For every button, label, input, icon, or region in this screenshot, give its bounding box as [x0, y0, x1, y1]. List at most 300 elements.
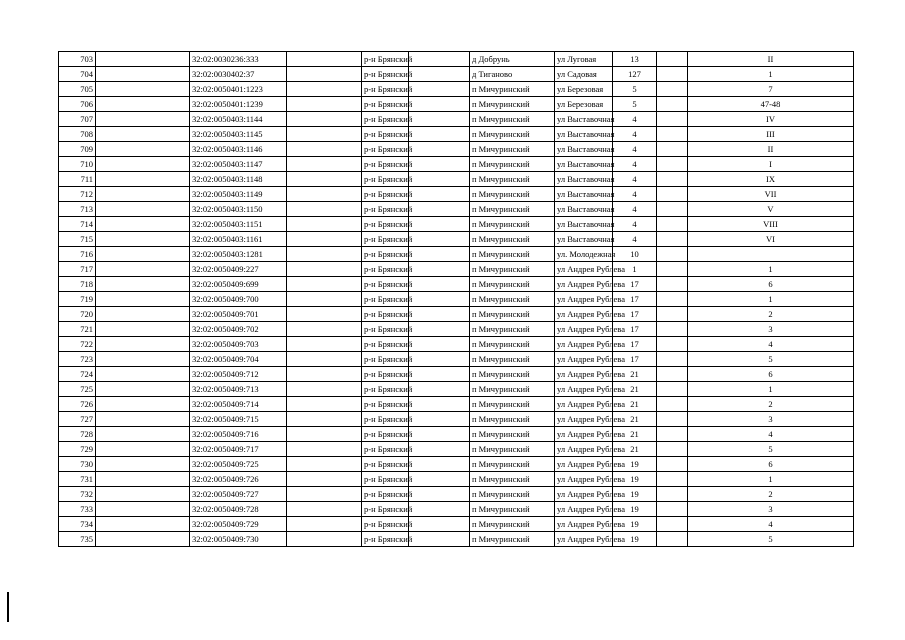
district-cell: р-н Брянский [362, 67, 409, 82]
apartment-cell: 5 [688, 442, 854, 457]
blank-cell [287, 337, 362, 352]
table-row [59, 232, 854, 247]
house-number-cell: 4 [613, 217, 657, 232]
apartment-cell: VIII [688, 217, 854, 232]
apartment-cell: 1 [688, 292, 854, 307]
blank-cell [96, 307, 190, 322]
cadastral-number-cell: 32:02:0050409:714 [190, 397, 287, 412]
cadastral-number-cell: 32:02:0050409:715 [190, 412, 287, 427]
row-number-cell: 705 [59, 82, 96, 97]
street-cell: ул Андрея Рублева [555, 262, 613, 277]
house-number-cell: 4 [613, 202, 657, 217]
blank-cell [409, 517, 470, 532]
blank-cell [657, 427, 688, 442]
row-number-cell: 713 [59, 202, 96, 217]
apartment-cell: II [688, 52, 854, 67]
apartment-cell [688, 247, 854, 262]
street-cell: ул Выставочная [555, 127, 613, 142]
locality-cell: п Мичуринский [470, 352, 555, 367]
locality-cell: п Мичуринский [470, 307, 555, 322]
row-number-cell: 722 [59, 337, 96, 352]
blank-cell [409, 262, 470, 277]
district-cell: р-н Брянский [362, 172, 409, 187]
blank-cell [409, 187, 470, 202]
blank-cell [657, 52, 688, 67]
apartment-cell: 1 [688, 382, 854, 397]
locality-cell: п Мичуринский [470, 277, 555, 292]
cadastral-number-cell: 32:02:0050403:1148 [190, 172, 287, 187]
street-cell: ул Березовая [555, 97, 613, 112]
blank-cell [96, 67, 190, 82]
blank-cell [96, 502, 190, 517]
blank-cell [96, 112, 190, 127]
table-row [59, 247, 854, 262]
row-number-cell: 734 [59, 517, 96, 532]
locality-cell: п Мичуринский [470, 337, 555, 352]
street-cell: ул Андрея Рублева [555, 307, 613, 322]
blank-cell [96, 187, 190, 202]
blank-cell [409, 277, 470, 292]
blank-cell [657, 442, 688, 457]
house-number-cell: 1 [613, 262, 657, 277]
apartment-cell: 6 [688, 457, 854, 472]
apartment-cell: V [688, 202, 854, 217]
blank-cell [287, 442, 362, 457]
blank-cell [96, 172, 190, 187]
house-number-cell: 19 [613, 457, 657, 472]
street-cell: ул Выставочная [555, 172, 613, 187]
locality-cell: п Мичуринский [470, 367, 555, 382]
blank-cell [409, 202, 470, 217]
locality-cell: п Мичуринский [470, 202, 555, 217]
cadastral-number-cell: 32:02:0050409:703 [190, 337, 287, 352]
district-cell: р-н Брянский [362, 52, 409, 67]
blank-cell [657, 247, 688, 262]
house-number-cell: 17 [613, 292, 657, 307]
house-number-cell: 19 [613, 487, 657, 502]
street-cell: ул Выставочная [555, 187, 613, 202]
locality-cell: п Мичуринский [470, 217, 555, 232]
street-cell: ул Андрея Рублева [555, 397, 613, 412]
blank-cell [287, 427, 362, 442]
blank-cell [409, 382, 470, 397]
district-cell: р-н Брянский [362, 532, 409, 547]
blank-cell [287, 382, 362, 397]
district-cell: р-н Брянский [362, 412, 409, 427]
blank-cell [287, 367, 362, 382]
cadastral-number-cell: 32:02:0050409:704 [190, 352, 287, 367]
cadastral-number-cell: 32:02:0050401:1223 [190, 82, 287, 97]
street-cell: ул Садовая [555, 67, 613, 82]
blank-cell [657, 352, 688, 367]
table-body [59, 52, 854, 547]
street-cell: ул Андрея Рублева [555, 487, 613, 502]
table-row [59, 52, 854, 67]
row-number-cell: 719 [59, 292, 96, 307]
table-row [59, 97, 854, 112]
cadastral-number-cell: 32:02:0050409:725 [190, 457, 287, 472]
blank-cell [657, 232, 688, 247]
row-number-cell: 723 [59, 352, 96, 367]
blank-cell [96, 247, 190, 262]
table-row [59, 352, 854, 367]
blank-cell [409, 112, 470, 127]
blank-cell [96, 427, 190, 442]
district-cell: р-н Брянский [362, 112, 409, 127]
locality-cell: п Мичуринский [470, 157, 555, 172]
blank-cell [657, 412, 688, 427]
apartment-cell: 1 [688, 472, 854, 487]
table-row [59, 472, 854, 487]
street-cell: ул Андрея Рублева [555, 322, 613, 337]
blank-cell [287, 67, 362, 82]
district-cell: р-н Брянский [362, 97, 409, 112]
table-row [59, 157, 854, 172]
street-cell: ул Андрея Рублева [555, 532, 613, 547]
blank-cell [287, 277, 362, 292]
district-cell: р-н Брянский [362, 82, 409, 97]
blank-cell [96, 472, 190, 487]
cadastral-number-cell: 32:02:0050409:699 [190, 277, 287, 292]
table-row [59, 187, 854, 202]
blank-cell [287, 262, 362, 277]
street-cell: ул Березовая [555, 82, 613, 97]
apartment-cell: IX [688, 172, 854, 187]
locality-cell: п Мичуринский [470, 427, 555, 442]
blank-cell [96, 232, 190, 247]
scan-edge-mark [7, 592, 9, 622]
blank-cell [657, 112, 688, 127]
blank-cell [96, 457, 190, 472]
blank-cell [96, 292, 190, 307]
district-cell: р-н Брянский [362, 307, 409, 322]
blank-cell [96, 487, 190, 502]
blank-cell [409, 82, 470, 97]
table-row [59, 457, 854, 472]
blank-cell [657, 142, 688, 157]
blank-cell [409, 352, 470, 367]
locality-cell: п Мичуринский [470, 472, 555, 487]
locality-cell: п Мичуринский [470, 232, 555, 247]
district-cell: р-н Брянский [362, 142, 409, 157]
table-row [59, 82, 854, 97]
locality-cell: п Мичуринский [470, 532, 555, 547]
house-number-cell: 21 [613, 442, 657, 457]
apartment-cell: 1 [688, 67, 854, 82]
locality-cell: п Мичуринский [470, 487, 555, 502]
blank-cell [409, 487, 470, 502]
street-cell: ул Выставочная [555, 112, 613, 127]
row-number-cell: 732 [59, 487, 96, 502]
district-cell: р-н Брянский [362, 202, 409, 217]
blank-cell [409, 67, 470, 82]
blank-cell [96, 142, 190, 157]
apartment-cell: III [688, 127, 854, 142]
table-row [59, 307, 854, 322]
blank-cell [409, 52, 470, 67]
blank-cell [287, 217, 362, 232]
blank-cell [409, 457, 470, 472]
blank-cell [409, 142, 470, 157]
locality-cell: п Мичуринский [470, 322, 555, 337]
blank-cell [409, 397, 470, 412]
blank-cell [657, 337, 688, 352]
blank-cell [287, 487, 362, 502]
apartment-cell: 3 [688, 412, 854, 427]
row-number-cell: 718 [59, 277, 96, 292]
street-cell: ул Андрея Рублева [555, 442, 613, 457]
district-cell: р-н Брянский [362, 397, 409, 412]
house-number-cell: 19 [613, 517, 657, 532]
locality-cell: д Добрунь [470, 52, 555, 67]
house-number-cell: 10 [613, 247, 657, 262]
blank-cell [409, 532, 470, 547]
street-cell: ул Луговая [555, 52, 613, 67]
cadastral-number-cell: 32:02:0050403:1150 [190, 202, 287, 217]
blank-cell [657, 97, 688, 112]
row-number-cell: 717 [59, 262, 96, 277]
row-number-cell: 707 [59, 112, 96, 127]
table-row [59, 127, 854, 142]
district-cell: р-н Брянский [362, 217, 409, 232]
locality-cell: п Мичуринский [470, 292, 555, 307]
blank-cell [287, 532, 362, 547]
blank-cell [657, 277, 688, 292]
blank-cell [96, 517, 190, 532]
blank-cell [287, 187, 362, 202]
blank-cell [409, 502, 470, 517]
apartment-cell: 6 [688, 367, 854, 382]
apartment-cell: 1 [688, 262, 854, 277]
table-row [59, 67, 854, 82]
locality-cell: д Тиганово [470, 67, 555, 82]
house-number-cell: 4 [613, 172, 657, 187]
table-row [59, 277, 854, 292]
locality-cell: п Мичуринский [470, 247, 555, 262]
blank-cell [657, 322, 688, 337]
blank-cell [96, 412, 190, 427]
blank-cell [96, 442, 190, 457]
table-row [59, 172, 854, 187]
row-number-cell: 711 [59, 172, 96, 187]
table-row [59, 202, 854, 217]
table-row [59, 292, 854, 307]
blank-cell [657, 502, 688, 517]
row-number-cell: 730 [59, 457, 96, 472]
cadastral-number-cell: 32:02:0050409:726 [190, 472, 287, 487]
blank-cell [287, 127, 362, 142]
table-row [59, 517, 854, 532]
house-number-cell: 4 [613, 112, 657, 127]
blank-cell [657, 172, 688, 187]
table-row [59, 442, 854, 457]
street-cell: ул Андрея Рублева [555, 292, 613, 307]
house-number-cell: 127 [613, 67, 657, 82]
blank-cell [409, 247, 470, 262]
blank-cell [287, 397, 362, 412]
row-number-cell: 727 [59, 412, 96, 427]
cadastral-number-cell: 32:02:0050403:1144 [190, 112, 287, 127]
cadastral-number-cell: 32:02:0050401:1239 [190, 97, 287, 112]
district-cell: р-н Брянский [362, 277, 409, 292]
cadastral-number-cell: 32:02:0050409:702 [190, 322, 287, 337]
apartment-cell: 2 [688, 397, 854, 412]
cadastral-number-cell: 32:02:0050403:1145 [190, 127, 287, 142]
blank-cell [657, 262, 688, 277]
blank-cell [96, 337, 190, 352]
row-number-cell: 716 [59, 247, 96, 262]
blank-cell [657, 382, 688, 397]
blank-cell [409, 172, 470, 187]
district-cell: р-н Брянский [362, 157, 409, 172]
apartment-cell: VII [688, 187, 854, 202]
table-row [59, 337, 854, 352]
row-number-cell: 703 [59, 52, 96, 67]
locality-cell: п Мичуринский [470, 127, 555, 142]
table-row [59, 397, 854, 412]
table-row [59, 142, 854, 157]
row-number-cell: 720 [59, 307, 96, 322]
blank-cell [96, 202, 190, 217]
blank-cell [96, 277, 190, 292]
locality-cell: п Мичуринский [470, 502, 555, 517]
row-number-cell: 728 [59, 427, 96, 442]
apartment-cell: VI [688, 232, 854, 247]
blank-cell [287, 412, 362, 427]
street-cell: ул Выставочная [555, 202, 613, 217]
street-cell: ул Выставочная [555, 157, 613, 172]
apartment-cell: 7 [688, 82, 854, 97]
row-number-cell: 706 [59, 97, 96, 112]
cadastral-number-cell: 32:02:0030402:37 [190, 67, 287, 82]
cadastral-number-cell: 32:02:0050403:1281 [190, 247, 287, 262]
blank-cell [657, 367, 688, 382]
blank-cell [287, 307, 362, 322]
blank-cell [409, 232, 470, 247]
blank-cell [287, 322, 362, 337]
blank-cell [409, 412, 470, 427]
apartment-cell: 3 [688, 322, 854, 337]
cadastral-number-cell: 32:02:0050409:728 [190, 502, 287, 517]
table-row [59, 217, 854, 232]
street-cell: ул Андрея Рублева [555, 427, 613, 442]
table-row [59, 427, 854, 442]
locality-cell: п Мичуринский [470, 142, 555, 157]
blank-cell [287, 232, 362, 247]
cadastral-number-cell: 32:02:0050409:717 [190, 442, 287, 457]
street-cell: ул Андрея Рублева [555, 367, 613, 382]
street-cell: ул Андрея Рублева [555, 457, 613, 472]
row-number-cell: 726 [59, 397, 96, 412]
table-row [59, 262, 854, 277]
house-number-cell: 19 [613, 502, 657, 517]
street-cell: ул. Молодежная [555, 247, 613, 262]
blank-cell [287, 142, 362, 157]
district-cell: р-н Брянский [362, 247, 409, 262]
district-cell: р-н Брянский [362, 352, 409, 367]
blank-cell [657, 67, 688, 82]
blank-cell [409, 427, 470, 442]
apartment-cell: II [688, 142, 854, 157]
district-cell: р-н Брянский [362, 472, 409, 487]
apartment-cell: 47-48 [688, 97, 854, 112]
blank-cell [657, 187, 688, 202]
blank-cell [287, 292, 362, 307]
blank-cell [287, 457, 362, 472]
blank-cell [657, 127, 688, 142]
street-cell: ул Выставочная [555, 217, 613, 232]
row-number-cell: 735 [59, 532, 96, 547]
blank-cell [96, 532, 190, 547]
apartment-cell: I [688, 157, 854, 172]
table-row [59, 112, 854, 127]
blank-cell [96, 82, 190, 97]
house-number-cell: 4 [613, 157, 657, 172]
cadastral-number-cell: 32:02:0050409:227 [190, 262, 287, 277]
blank-cell [657, 472, 688, 487]
house-number-cell: 21 [613, 397, 657, 412]
blank-cell [657, 532, 688, 547]
district-cell: р-н Брянский [362, 502, 409, 517]
district-cell: р-н Брянский [362, 487, 409, 502]
blank-cell [96, 367, 190, 382]
house-number-cell: 17 [613, 307, 657, 322]
district-cell: р-н Брянский [362, 232, 409, 247]
apartment-cell: 2 [688, 487, 854, 502]
cadastral-number-cell: 32:02:0050409:727 [190, 487, 287, 502]
row-number-cell: 704 [59, 67, 96, 82]
locality-cell: п Мичуринский [470, 112, 555, 127]
row-number-cell: 709 [59, 142, 96, 157]
blank-cell [96, 217, 190, 232]
district-cell: р-н Брянский [362, 322, 409, 337]
street-cell: ул Андрея Рублева [555, 472, 613, 487]
blank-cell [657, 397, 688, 412]
street-cell: ул Андрея Рублева [555, 382, 613, 397]
locality-cell: п Мичуринский [470, 97, 555, 112]
house-number-cell: 19 [613, 532, 657, 547]
blank-cell [409, 292, 470, 307]
cadastral-number-cell: 32:02:0050409:700 [190, 292, 287, 307]
apartment-cell: 6 [688, 277, 854, 292]
blank-cell [96, 352, 190, 367]
locality-cell: п Мичуринский [470, 82, 555, 97]
row-number-cell: 715 [59, 232, 96, 247]
blank-cell [287, 502, 362, 517]
apartment-cell: 5 [688, 532, 854, 547]
property-register-table [58, 51, 854, 547]
blank-cell [96, 127, 190, 142]
blank-cell [409, 157, 470, 172]
house-number-cell: 5 [613, 82, 657, 97]
locality-cell: п Мичуринский [470, 397, 555, 412]
row-number-cell: 708 [59, 127, 96, 142]
blank-cell [287, 52, 362, 67]
locality-cell: п Мичуринский [470, 187, 555, 202]
blank-cell [287, 247, 362, 262]
blank-cell [287, 472, 362, 487]
apartment-cell: 2 [688, 307, 854, 322]
street-cell: ул Андрея Рублева [555, 517, 613, 532]
blank-cell [409, 442, 470, 457]
row-number-cell: 733 [59, 502, 96, 517]
blank-cell [657, 292, 688, 307]
street-cell: ул Андрея Рублева [555, 502, 613, 517]
apartment-cell: 3 [688, 502, 854, 517]
blank-cell [657, 457, 688, 472]
blank-cell [96, 52, 190, 67]
house-number-cell: 17 [613, 277, 657, 292]
